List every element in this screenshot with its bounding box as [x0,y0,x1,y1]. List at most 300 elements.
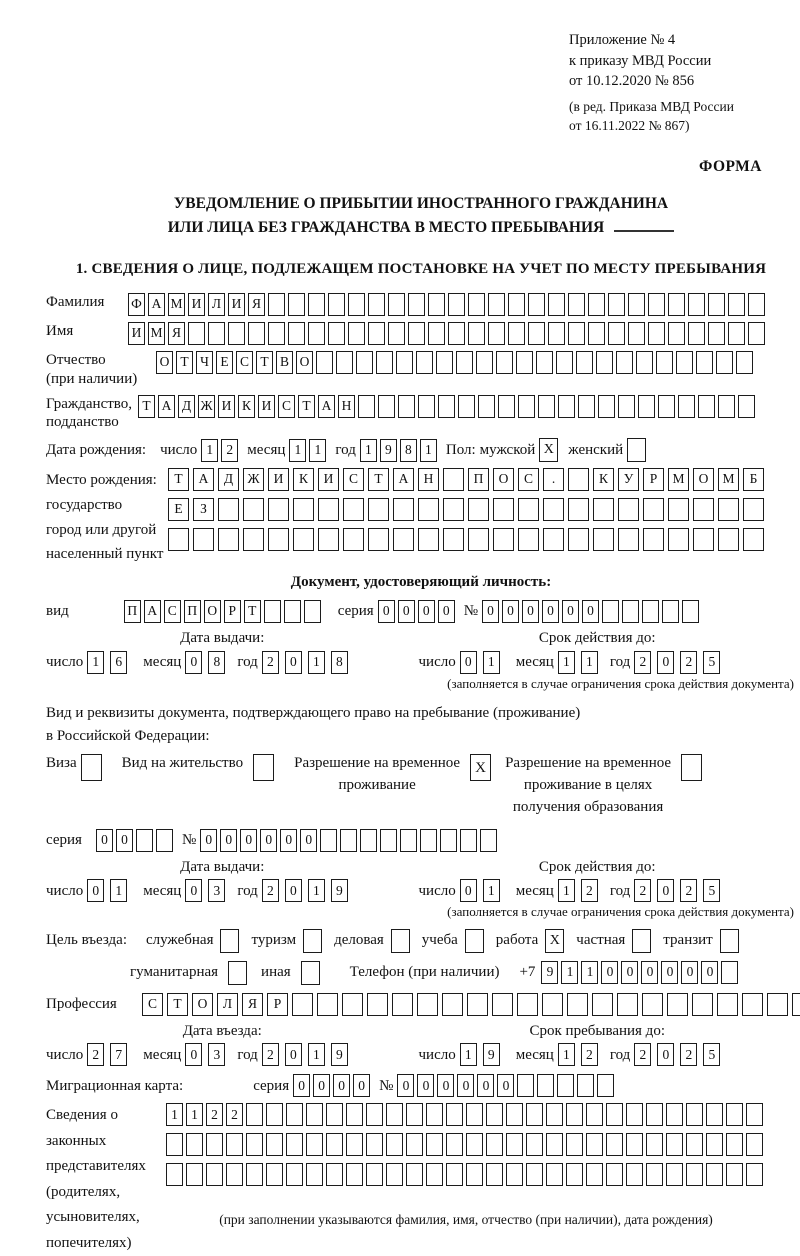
char-box[interactable] [488,293,505,316]
char-box[interactable] [728,322,745,345]
char-box[interactable] [537,1074,554,1097]
char-box[interactable]: 2 [634,1043,651,1066]
char-box[interactable]: Н [418,468,439,491]
char-box[interactable]: Я [242,993,263,1016]
char-box[interactable] [468,498,489,521]
char-box[interactable] [406,1133,423,1156]
char-box[interactable]: У [618,468,639,491]
char-box[interactable] [293,498,314,521]
char-box[interactable]: 0 [185,879,202,902]
char-box[interactable]: 0 [482,600,499,623]
char-box[interactable] [686,1163,703,1186]
char-box[interactable] [443,498,464,521]
char-box[interactable] [368,322,385,345]
char-box[interactable]: 0 [460,879,477,902]
char-box[interactable] [446,1163,463,1186]
char-box[interactable]: 0 [641,961,658,984]
char-box[interactable] [626,1163,643,1186]
char-box[interactable] [542,993,563,1016]
char-box[interactable]: 3 [208,1043,225,1066]
char-box[interactable]: Б [743,468,764,491]
char-box[interactable] [218,498,239,521]
purpose-tourism-checkbox[interactable] [303,929,322,953]
char-box[interactable]: А [144,600,161,623]
residence-issue-day-boxes[interactable] [87,879,133,902]
char-box[interactable] [448,293,465,316]
char-box[interactable]: 1 [360,439,377,462]
char-box[interactable] [386,1133,403,1156]
char-box[interactable] [136,829,153,852]
char-box[interactable]: 0 [285,879,302,902]
stay-year-boxes[interactable] [634,1043,726,1066]
char-box[interactable] [386,1103,403,1126]
char-box[interactable]: 2 [680,1043,697,1066]
char-box[interactable]: 1 [186,1103,203,1126]
char-box[interactable]: О [156,351,173,374]
char-box[interactable] [558,395,575,418]
char-box[interactable] [588,322,605,345]
char-box[interactable]: 0 [457,1074,474,1097]
char-box[interactable] [528,293,545,316]
char-box[interactable] [318,528,339,551]
char-box[interactable]: 1 [561,961,578,984]
char-box[interactable] [206,1163,223,1186]
migration-number-boxes[interactable] [397,1074,617,1097]
char-box[interactable] [428,293,445,316]
char-box[interactable] [426,1103,443,1126]
char-box[interactable] [218,528,239,551]
char-box[interactable] [686,1103,703,1126]
char-box[interactable] [543,498,564,521]
char-box[interactable]: 1 [581,961,598,984]
char-box[interactable] [576,351,593,374]
char-box[interactable]: 0 [116,829,133,852]
char-box[interactable]: Д [218,468,239,491]
char-box[interactable] [268,322,285,345]
char-box[interactable]: И [188,293,205,316]
char-box[interactable]: 3 [208,879,225,902]
char-box[interactable] [736,351,753,374]
char-box[interactable] [717,993,738,1016]
char-box[interactable] [228,322,245,345]
char-box[interactable]: А [193,468,214,491]
char-box[interactable] [266,1133,283,1156]
char-box[interactable] [538,395,555,418]
char-box[interactable]: 0 [657,879,674,902]
name-boxes[interactable] [128,322,768,345]
char-box[interactable]: Ж [243,468,264,491]
char-box[interactable] [628,322,645,345]
char-box[interactable] [293,528,314,551]
char-box[interactable] [566,1163,583,1186]
char-box[interactable] [426,1133,443,1156]
char-box[interactable] [626,1103,643,1126]
char-box[interactable] [577,1074,594,1097]
char-box[interactable] [468,322,485,345]
char-box[interactable]: 1 [201,439,218,462]
char-box[interactable]: 9 [380,439,397,462]
char-box[interactable] [246,1133,263,1156]
char-box[interactable] [468,293,485,316]
char-box[interactable] [308,322,325,345]
char-box[interactable] [548,322,565,345]
char-box[interactable] [568,528,589,551]
char-box[interactable]: 0 [220,829,237,852]
char-box[interactable] [668,322,685,345]
char-box[interactable] [517,1074,534,1097]
char-box[interactable]: 7 [110,1043,127,1066]
char-box[interactable] [643,498,664,521]
char-box[interactable]: С [142,993,163,1016]
char-box[interactable] [743,498,764,521]
char-box[interactable] [642,600,659,623]
char-box[interactable]: С [278,395,295,418]
char-box[interactable] [336,351,353,374]
char-box[interactable]: О [493,468,514,491]
char-box[interactable]: 5 [703,879,720,902]
char-box[interactable] [748,293,765,316]
char-box[interactable] [568,293,585,316]
char-box[interactable] [726,1103,743,1126]
char-box[interactable] [386,1163,403,1186]
char-box[interactable] [342,993,363,1016]
char-box[interactable]: Л [208,293,225,316]
char-box[interactable] [568,322,585,345]
char-box[interactable] [346,1163,363,1186]
char-box[interactable] [526,1163,543,1186]
char-box[interactable]: О [296,351,313,374]
char-box[interactable]: М [148,322,165,345]
char-box[interactable] [608,293,625,316]
char-box[interactable]: Д [178,395,195,418]
char-box[interactable]: 0 [96,829,113,852]
char-box[interactable] [366,1163,383,1186]
char-box[interactable]: 0 [378,600,395,623]
char-box[interactable]: 2 [221,439,238,462]
char-box[interactable]: 1 [420,439,437,462]
char-box[interactable] [726,1163,743,1186]
char-box[interactable] [186,1133,203,1156]
char-box[interactable] [646,1133,663,1156]
char-box[interactable] [440,829,457,852]
char-box[interactable] [326,1133,343,1156]
char-box[interactable] [636,351,653,374]
char-box[interactable]: 0 [397,1074,414,1097]
char-box[interactable] [566,1133,583,1156]
doc-kind-boxes[interactable] [124,600,324,623]
char-box[interactable] [682,600,699,623]
char-box[interactable] [546,1103,563,1126]
char-box[interactable]: 8 [208,651,225,674]
char-box[interactable] [718,498,739,521]
char-box[interactable] [366,1103,383,1126]
char-box[interactable] [246,1103,263,1126]
char-box[interactable]: 2 [634,879,651,902]
char-box[interactable] [268,498,289,521]
char-box[interactable] [536,351,553,374]
citizenship-boxes[interactable] [138,395,758,418]
char-box[interactable] [628,293,645,316]
char-box[interactable] [243,498,264,521]
phone-boxes[interactable] [541,961,741,984]
char-box[interactable]: 0 [601,961,618,984]
char-box[interactable] [286,1133,303,1156]
char-box[interactable]: 0 [185,1043,202,1066]
char-box[interactable] [246,1163,263,1186]
doc-number-boxes[interactable] [482,600,702,623]
char-box[interactable] [442,993,463,1016]
char-box[interactable] [493,498,514,521]
char-box[interactable] [343,528,364,551]
purpose-transit-checkbox[interactable] [720,929,739,953]
char-box[interactable]: 8 [400,439,417,462]
char-box[interactable]: П [184,600,201,623]
char-box[interactable]: И [268,468,289,491]
char-box[interactable] [516,351,533,374]
char-box[interactable] [693,498,714,521]
birth-month-boxes[interactable] [289,439,329,462]
char-box[interactable] [646,1163,663,1186]
char-box[interactable] [658,395,675,418]
char-box[interactable]: А [318,395,335,418]
char-box[interactable]: 5 [703,1043,720,1066]
char-box[interactable] [376,351,393,374]
char-box[interactable]: 5 [703,651,720,674]
char-box[interactable] [388,322,405,345]
char-box[interactable] [456,351,473,374]
char-box[interactable]: 0 [657,1043,674,1066]
char-box[interactable]: 1 [166,1103,183,1126]
char-box[interactable]: 0 [418,600,435,623]
char-box[interactable] [746,1103,763,1126]
char-box[interactable]: 1 [308,651,325,674]
char-box[interactable] [478,395,495,418]
char-box[interactable]: 0 [285,651,302,674]
char-box[interactable]: 1 [308,1043,325,1066]
char-box[interactable]: Ф [128,293,145,316]
char-box[interactable]: 0 [280,829,297,852]
char-box[interactable] [243,528,264,551]
char-box[interactable] [586,1163,603,1186]
char-box[interactable] [767,993,788,1016]
char-box[interactable] [602,600,619,623]
valid-month-boxes[interactable] [558,651,604,674]
char-box[interactable] [618,498,639,521]
char-box[interactable]: 0 [657,651,674,674]
purpose-private-checkbox[interactable] [632,929,651,953]
stay-month-boxes[interactable] [558,1043,604,1066]
char-box[interactable]: 0 [542,600,559,623]
char-box[interactable]: И [128,322,145,345]
char-box[interactable]: 2 [262,1043,279,1066]
char-box[interactable] [306,1133,323,1156]
char-box[interactable] [556,351,573,374]
char-box[interactable]: 0 [313,1074,330,1097]
representatives-row2[interactable] [166,1133,766,1156]
char-box[interactable]: Е [216,351,233,374]
char-box[interactable] [288,293,305,316]
stay-day-boxes[interactable] [460,1043,506,1066]
valid-day-boxes[interactable] [460,651,506,674]
char-box[interactable]: О [192,993,213,1016]
char-box[interactable] [546,1133,563,1156]
birth-place-row3[interactable] [168,528,768,551]
char-box[interactable]: 9 [483,1043,500,1066]
char-box[interactable]: И [228,293,245,316]
char-box[interactable] [476,351,493,374]
char-box[interactable] [593,528,614,551]
char-box[interactable] [460,829,477,852]
char-box[interactable]: 0 [87,879,104,902]
char-box[interactable] [366,1133,383,1156]
purpose-commercial-checkbox[interactable] [391,929,410,953]
char-box[interactable] [792,993,800,1016]
char-box[interactable] [567,993,588,1016]
char-box[interactable] [380,829,397,852]
char-box[interactable] [368,293,385,316]
issue-year-boxes[interactable] [262,651,354,674]
char-box[interactable]: Я [168,322,185,345]
char-box[interactable] [446,1103,463,1126]
char-box[interactable] [458,395,475,418]
char-box[interactable]: К [238,395,255,418]
char-box[interactable] [566,1103,583,1126]
char-box[interactable] [486,1133,503,1156]
char-box[interactable]: 0 [621,961,638,984]
char-box[interactable] [226,1163,243,1186]
char-box[interactable] [666,1103,683,1126]
entry-year-boxes[interactable] [262,1043,354,1066]
char-box[interactable] [308,293,325,316]
char-box[interactable] [417,993,438,1016]
char-box[interactable] [480,829,497,852]
char-box[interactable]: 2 [581,879,598,902]
char-box[interactable] [586,1133,603,1156]
char-box[interactable]: 2 [262,879,279,902]
char-box[interactable]: 2 [634,651,651,674]
char-box[interactable] [662,600,679,623]
char-box[interactable] [448,322,465,345]
char-box[interactable] [557,1074,574,1097]
char-box[interactable] [716,351,733,374]
char-box[interactable]: 0 [477,1074,494,1097]
char-box[interactable] [608,322,625,345]
char-box[interactable] [738,395,755,418]
char-box[interactable] [518,498,539,521]
char-box[interactable] [667,993,688,1016]
char-box[interactable] [420,829,437,852]
char-box[interactable] [698,395,715,418]
char-box[interactable] [568,498,589,521]
char-box[interactable] [728,293,745,316]
char-box[interactable]: 0 [240,829,257,852]
char-box[interactable]: 0 [398,600,415,623]
residence-issue-month-boxes[interactable] [185,879,231,902]
char-box[interactable] [306,1103,323,1126]
char-box[interactable] [506,1103,523,1126]
char-box[interactable] [446,1133,463,1156]
char-box[interactable]: 0 [293,1074,310,1097]
temp-residence-checkbox[interactable]: X [470,754,491,781]
char-box[interactable]: . [543,468,564,491]
char-box[interactable] [648,293,665,316]
char-box[interactable] [317,993,338,1016]
char-box[interactable] [606,1103,623,1126]
char-box[interactable] [678,395,695,418]
birth-place-row2[interactable] [168,498,768,521]
char-box[interactable]: Т [168,468,189,491]
char-box[interactable]: Р [267,993,288,1016]
char-box[interactable] [666,1133,683,1156]
char-box[interactable] [443,468,464,491]
char-box[interactable]: 0 [417,1074,434,1097]
char-box[interactable] [348,293,365,316]
char-box[interactable] [668,293,685,316]
char-box[interactable] [486,1103,503,1126]
issue-day-boxes[interactable] [87,651,133,674]
char-box[interactable] [688,293,705,316]
char-box[interactable] [328,293,345,316]
char-box[interactable]: 0 [562,600,579,623]
char-box[interactable] [268,528,289,551]
entry-month-boxes[interactable] [185,1043,231,1066]
char-box[interactable] [517,993,538,1016]
char-box[interactable] [506,1163,523,1186]
char-box[interactable] [306,1163,323,1186]
char-box[interactable]: С [164,600,181,623]
residence-valid-year-boxes[interactable] [634,879,726,902]
char-box[interactable] [396,351,413,374]
char-box[interactable]: С [518,468,539,491]
char-box[interactable]: И [258,395,275,418]
char-box[interactable]: 1 [289,439,306,462]
char-box[interactable]: К [593,468,614,491]
char-box[interactable] [392,993,413,1016]
char-box[interactable]: А [158,395,175,418]
char-box[interactable] [436,351,453,374]
char-box[interactable]: А [148,293,165,316]
birth-place-row1[interactable] [168,468,768,491]
char-box[interactable] [606,1163,623,1186]
char-box[interactable]: 0 [701,961,718,984]
char-box[interactable] [498,395,515,418]
char-box[interactable] [578,395,595,418]
char-box[interactable]: Т [176,351,193,374]
char-box[interactable] [656,351,673,374]
char-box[interactable] [638,395,655,418]
char-box[interactable] [268,293,285,316]
char-box[interactable] [406,1163,423,1186]
char-box[interactable] [418,498,439,521]
char-box[interactable] [286,1103,303,1126]
char-box[interactable] [166,1163,183,1186]
char-box[interactable] [588,293,605,316]
char-box[interactable]: 0 [285,1043,302,1066]
char-box[interactable] [418,528,439,551]
temp-residence-edu-checkbox[interactable] [681,754,702,781]
char-box[interactable]: 9 [541,961,558,984]
char-box[interactable] [438,395,455,418]
char-box[interactable] [543,528,564,551]
char-box[interactable]: 2 [581,1043,598,1066]
char-box[interactable]: 9 [331,1043,348,1066]
char-box[interactable]: Л [217,993,238,1016]
char-box[interactable]: Т [167,993,188,1016]
purpose-work-checkbox[interactable]: X [545,929,564,953]
char-box[interactable]: Р [224,600,241,623]
char-box[interactable] [568,468,589,491]
char-box[interactable] [466,1163,483,1186]
